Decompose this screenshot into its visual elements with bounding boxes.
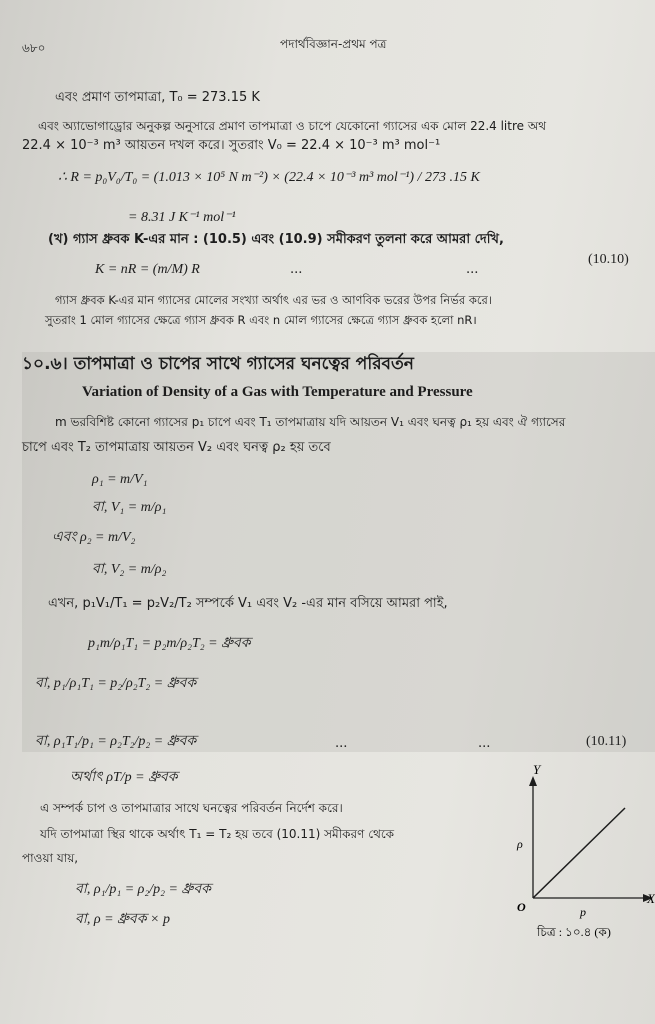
y-axis-label: Y bbox=[533, 762, 541, 777]
origin-label: O bbox=[517, 900, 526, 914]
equation-boyle-density: বা, ρ₁/p₁ = ρ₂/p₂ = ধ্রুবক bbox=[75, 882, 211, 897]
text-line-k-depends: গ্যাস ধ্রুবক K-এর মান গ্যাসের মোলের সংখ্যা অর্থাৎ এর ভর ও আণবিক ভরের উপর নির্ভর করে। bbox=[55, 293, 492, 307]
section-line-constant-temp: যদি তাপমাত্রা স্থির থাকে অর্থাৎ T₁ = T₂ হয় তবে (10.11) সমীকরণ থেকে bbox=[40, 827, 395, 841]
equation-rho1: ρ₁ = m/V₁ bbox=[92, 472, 148, 487]
page-number: ৬৮০ bbox=[22, 41, 46, 55]
equation-rho2: এবং ρ₂ = m/V₂ bbox=[52, 530, 136, 545]
rho-axis-title: ρ bbox=[517, 837, 523, 851]
section-subtitle: Variation of Density of a Gas with Temperature and Pressure bbox=[82, 384, 473, 400]
equation-v2: বা, V₂ = m/ρ₂ bbox=[92, 562, 167, 577]
equation-gas-constant: ∴ R = p₀V₀/T₀ = (1.013 × 10⁵ N m⁻²) × (22.4 × 10⁻³ m³ mol⁻¹) / 273 .15 K bbox=[58, 170, 480, 185]
y-axis-arrow bbox=[529, 776, 537, 786]
section-line-relation: এ সম্পর্ক চাপ ও তাপমাত্রার সাথে ঘনত্বের পরিবর্তন নির্দেশ করে। bbox=[40, 801, 343, 815]
figure-caption: চিত্র : ১০.৪ (ক) bbox=[537, 925, 611, 939]
x-axis-label: X bbox=[647, 891, 655, 906]
text-line-r-nr: সুতরাং 1 মোল গ্যাসের ক্ষেত্রে গ্যাস ধ্রুবক R এবং n মোল গ্যাসের ক্ষেত্রে গ্যাস ধ্রুবক হলো nR। bbox=[45, 313, 477, 327]
p-axis-title: p bbox=[580, 905, 586, 919]
equation-step-1: p₁m/ρ₁T₁ = p₂m/ρ₂T₂ = ধ্রুবক bbox=[88, 636, 251, 651]
text-line-2: এবং অ্যাভোগাড্রোর অনুকল্প অনুসারে প্রমাণ তাপমাত্রা ও চাপে যেকোনো গ্যাসের এক মোল 22.4 litre অথ bbox=[38, 119, 547, 133]
section-line-obtained: পাওয়া যায়, bbox=[22, 851, 79, 865]
equation-r-value: = 8.31 J K⁻¹ mol⁻¹ bbox=[128, 210, 236, 225]
equation-number-10-11: (10.11) bbox=[586, 734, 627, 749]
section-title: ১০.৬। তাপমাত্রা ও চাপের সাথে গ্যাসের ঘনত্বের পরিবর্তন bbox=[22, 354, 414, 374]
equation-k: K = nR = (m/M) R bbox=[95, 262, 200, 277]
equation-step-2: বা, p₁/ρ₁T₁ = p₂/ρ₂T₂ = ধ্রুবক bbox=[35, 676, 197, 691]
equation-rho-proportional: বা, ρ = ধ্রুবক × p bbox=[75, 912, 170, 927]
subsection-kh: (খ) গ্যাস ধ্রুবক K-এর মান : (10.5) এবং (10.9) সমীকরণ তুলনা করে আমরা দেখি, bbox=[48, 232, 504, 247]
dots-2: ... bbox=[466, 262, 479, 277]
equation-number-10-10: (10.10) bbox=[588, 252, 629, 267]
dots-4: ... bbox=[478, 736, 491, 751]
density-pressure-graph bbox=[505, 758, 655, 948]
section-line-2: চাপে এবং T₂ তাপমাত্রায় আয়তন V₂ এবং ঘনত্ব ρ₂ হয় তবে bbox=[22, 440, 331, 455]
dots-3: ... bbox=[335, 736, 348, 751]
section-background bbox=[22, 352, 655, 752]
dots-1: ... bbox=[290, 262, 303, 277]
section-line-1: m ভরবিশিষ্ট কোনো গ্যাসের p₁ চাপে এবং T₁ তাপমাত্রায় যদি আয়তন V₁ এবং ঘনত্ব ρ₁ হয় এবং ঐ গ্যাসের bbox=[55, 415, 566, 429]
text-line-1: এবং প্রমাণ তাপমাত্রা, T₀ = 273.15 K bbox=[55, 90, 260, 105]
text-line-3: 22.4 × 10⁻³ m³ আয়তন দখল করে। সুতরাং V₀ = 22.4 × 10⁻³ m³ mol⁻¹ bbox=[22, 138, 441, 153]
running-title: পদার্থবিজ্ঞান-প্রথম পত্র bbox=[280, 37, 387, 51]
equation-v1: বা, V₁ = m/ρ₁ bbox=[92, 500, 167, 515]
equation-step-3: বা, ρ₁T₁/p₁ = ρ₂T₂/p₂ = ধ্রুবক bbox=[35, 734, 197, 749]
section-line-substitute: এখন, p₁V₁/T₁ = p₂V₂/T₂ সম্পর্কে V₁ এবং V₂ -এর মান বসিয়ে আমরা পাই, bbox=[48, 596, 448, 611]
equation-rho-t-p: অর্থাৎ ρT/p = ধ্রুবক bbox=[70, 770, 178, 785]
density-line bbox=[533, 808, 625, 898]
